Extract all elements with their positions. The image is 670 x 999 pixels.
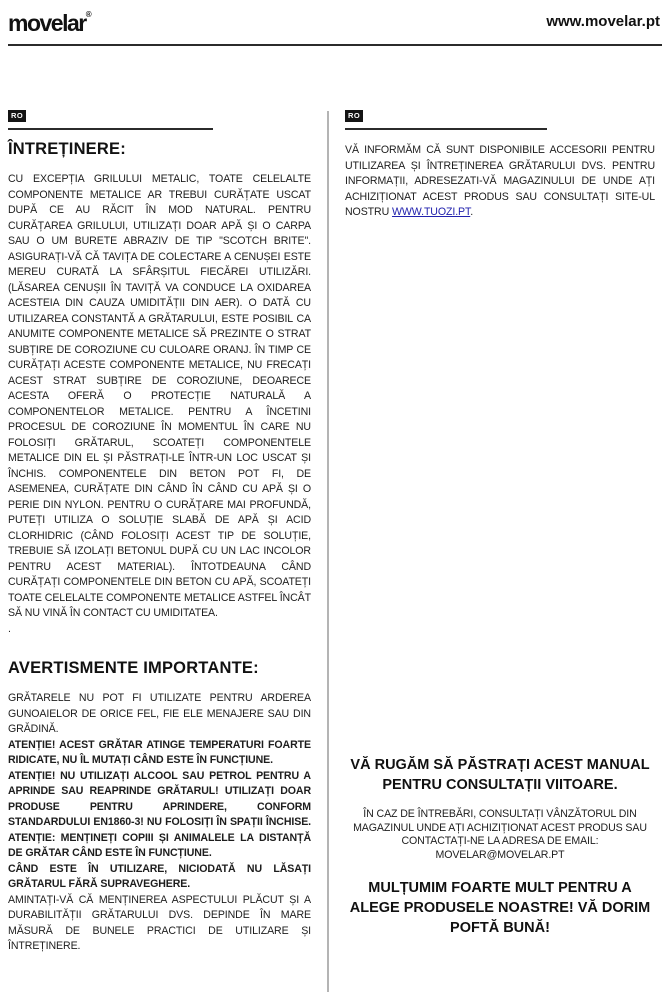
- contact-email: MOVELAR@MOVELAR.PT: [435, 848, 565, 861]
- maintenance-paragraph: CU EXCEPȚIA GRILULUI METALIC, TOATE CELELALTE COMPONENTE METALICE AR TREBUI CURĂȚATE USCAT DUPĂ CE AU RĂCIT ÎN MOD NATURAL. PENTRU CURĂȚAREA GRILULUI, UTILIZAȚI DOAR APĂ ȘI O CARPA SAU O UM BURETE ABRAZIV DE TIP "SCOTCH BRITE". ASIGURAȚI-VĂ CĂ TAVIȚA DE COLECTARE A CENUȘEI ESTE MEREU CURATĂ LA SFÂRȘITUL FIECĂREI UTILIZĂRI. (LĂSAREA CENUȘII ÎN TAVIȚĂ VA CONDUCE LA OXIDAREA ACESTEIA DIN CAUZA UMIDITĂȚII DIN AER). O DATĂ CU UTILIZAREA CONSTANTĂ A GRĂTARULUI, ESTE POSIBIL CA ANUMITE COMPONENTE METALICE SĂ PREZINTE O STRAT SUBȚIRE DE COROZIUNE CU CULOARE ORANJ. ÎN TIMP CE CURĂȚAȚI ACESTE COMPONENTE METALICE, NU FRECAȚI ACEST STRAT SUBȚIRE DE COROZIUNE, DEOARECE ACESTA OFERĂ O PROTECȚIE NATURALĂ A COMPONENTELOR METALICE. PENTRU A ÎNCETINI PROCESUL DE COROZIUNE ÎN MOMENTUL ÎN CARE NU FOLOSIȚI GRĂTARUL, SCOATEȚI COMPONENTELE METALICE DIN EL ȘI PĂSTRAȚI-LE ÎNTR-UN LOC USCAT ȘI ÎNCHIS. COMPONENTELE DIN BETON POT FI, DE ASEMENEA, CURĂȚATE DIN CÂND ÎN CÂND CU APĂ ȘI O PERIE DIN NYLON. PENTRU O CURĂȚARE MAI PROFUNDĂ, PUTEȚI UTILIZA O SOLUȚIE SLABĂ DE APĂ ȘI ACID CLORHIDRIC (CÂND FOLOSIȚI ACEST TIP DE SOLUȚIE, TREBUIE SĂ IZOLAȚI BETONUL DUPĂ CU UN LAC INCOLOR PENTRU ACEST MATERIAL). ÎNTOTDEAUNA CÂND CURĂȚAȚI COMPONENTELE DIN BETON CU APĂ, SCOATEȚI TOATE CELELALTE COMPONENTE METALICE ASTFEL ÎNCÂT SĂ NU VINĂ ÎN CONTACT CU UMIDITATEA.: [8, 173, 311, 619]
- brand-logo-text: movelar: [8, 10, 86, 36]
- accessories-period: .: [470, 206, 474, 218]
- accessories-text: VĂ INFORMĂM CĂ SUNT DISPONIBILE ACCESORII PENTRU UTILIZAREA ȘI ÎNTREȚINEREA GRĂTARULUI DVS. PENTRU INFORMAȚII, ADRESEZATI-VĂ MAGAZINULUI DE UNDE AȚI ACHIZIȚIONAT ACEST PRODUS SAU CONSULTAȚI SITE-UL NOSTRU: [345, 144, 655, 218]
- thanks-message: MULȚUMIM FOARTE MULT PENTRU A ALEGE PRODUSELE NOASTRE! VĂ DORIM POFTĂ BUNĂ!: [349, 880, 651, 936]
- accessories-paragraph: [345, 143, 655, 221]
- header-divider-line: [8, 44, 662, 46]
- badge-underline-right: [345, 128, 547, 130]
- right-column: [345, 105, 655, 999]
- warning-no-alcohol: ATENȚIE! NU UTILIZAȚI ALCOOL SAU PETROL PENTRU A APRINDE SAU REAPRINDE GRĂTARUL! UTILIZAȚI DOAR PRODUSE PENTRU APRINDERE, CONFORM STANDARDULUI EN1860-3! NU FOLOSIȚI ÎN SPAȚII ÎNCHISE. ATENȚIE: MENȚINEȚI COPIII ȘI ANIMALELE LA DISTANȚĂ DE GRĂTAR CÂND ESTE ÎN FUNCȚIUNE.: [8, 769, 311, 859]
- language-badge-ro-right: RO: [345, 110, 363, 122]
- maintenance-heading: ÎNTREȚINERE:: [8, 140, 126, 158]
- keep-manual-notice: VĂ RUGĂM SĂ PĂSTRAȚI ACEST MANUAL PENTRU CONSULTAȚII VIITOARE.: [350, 757, 650, 793]
- warning-high-temperature: ATENȚIE! ACEST GRĂTAR ATINGE TEMPERATURI FOARTE RIDICATE, NU ÎL MUTAȚI CÂND ESTE ÎN FUNCȚIUNE.: [8, 738, 311, 766]
- warning-no-trash: GRĂTARELE NU POT FI UTILIZATE PENTRU ARDEREA GUNOAIELOR DE ORICE FEL, FIE ELE MENAJERE SAU DIN GRĂDINĂ.: [8, 692, 311, 735]
- header-website-text: www.movelar.pt: [546, 13, 660, 30]
- column-divider-line: [327, 111, 329, 992]
- badge-underline-left: [8, 128, 213, 130]
- tuozi-website-link[interactable]: WWW.TUOZI.PT: [391, 206, 471, 218]
- left-column: [8, 105, 311, 955]
- warnings-heading: AVERTISMENTE IMPORTANTE:: [8, 659, 259, 677]
- questions-text: ÎN CAZ DE ÎNTREBĂRI, CONSULTAȚI VÂNZĂTORUL DIN MAGAZINUL UNDE AȚI ACHIZIȚIONAT ACEST PRODUS SAU CONTACTAȚI-NE LA ADRESA DE EMAIL:: [353, 808, 647, 847]
- trailing-dot: .: [8, 622, 11, 635]
- language-badge-ro-left: RO: [8, 110, 26, 122]
- warning-good-practice: AMINTAȚI-VĂ CĂ MENȚINEREA ASPECTULUI PLĂCUT ȘI A DURABILITĂȚII GRĂTARULUI DVS. DEPINDE ÎN MARE MĂSURĂ DE BUNELE PRACTICI DE UTILIZARE ȘI ÎNTREȚINERE.: [8, 893, 311, 952]
- registered-trademark-icon: ®: [85, 10, 92, 19]
- brand-logo: [8, 10, 92, 37]
- warnings-paragraph: [8, 691, 311, 955]
- warning-no-unattended: CÂND ESTE ÎN UTILIZARE, NICIODATĂ NU LĂSAȚI GRĂTARUL FĂRĂ SUPRAVEGHERE.: [8, 862, 311, 890]
- questions-note: [345, 808, 655, 862]
